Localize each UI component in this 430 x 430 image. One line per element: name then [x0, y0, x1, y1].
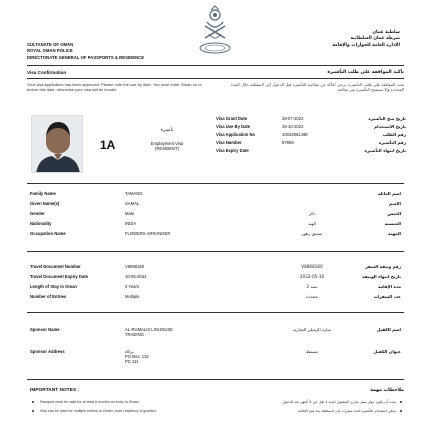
field-row: [27, 284, 404, 294]
sponsor-details: [27, 327, 404, 373]
field-value-ar: 2032-05-10: [299, 274, 325, 279]
field-label-ar: رقم وثيقة السفر: [365, 264, 401, 269]
section-divider: [27, 379, 404, 380]
field-label: Family Name: [30, 191, 56, 196]
title-divider: [27, 78, 404, 79]
date-label-ar: تاريخ انتهاء التأشيرة: [364, 148, 406, 153]
org-directorate-en: DIRECTORATE GENERAL OF PASSPORTS & RESIDENCE: [27, 54, 145, 60]
field-label: Travel Document Number: [30, 264, 81, 269]
org-directorate-ar: الإدارة العامة للجوازات والإقامة: [332, 42, 400, 48]
field-value-ar: متعددة: [306, 294, 318, 299]
field-label: Length of Stay in Oman: [30, 284, 77, 289]
date-label: Visa Number: [216, 140, 242, 145]
note-item-ar: [222, 409, 402, 414]
sponsor-address-label: Sponsor Address: [30, 349, 65, 354]
field-label: Given Name(s): [30, 201, 60, 206]
date-row: [216, 132, 406, 140]
org-english: [27, 42, 144, 61]
date-value: 28-07-2022: [282, 116, 304, 121]
field-value: INDIA: [125, 221, 137, 226]
field-row: [27, 221, 404, 231]
sponsor-address-row: [27, 349, 404, 373]
notes-title-ar: ملاحظات مهمة: [370, 388, 404, 393]
field-row: [27, 211, 404, 221]
org-country-en: SULTANATE OF OMAN: [27, 42, 74, 47]
field-label-ar: اسم العائلة: [377, 191, 401, 196]
date-label-ar: تاريخ منح التأشيرة: [368, 116, 406, 121]
field-value-ar: ذكر: [308, 211, 316, 216]
sponsor-postal-code: PC 111: [125, 359, 139, 364]
field-value-ar: الهند: [308, 221, 316, 226]
field-label-ar: تاريخ انتهاء الوثيقة: [362, 274, 401, 279]
date-row: [216, 124, 406, 132]
field-row: [27, 201, 404, 211]
sponsor-name-row: [27, 327, 404, 349]
visa-type-sub: (RESIDENT): [155, 146, 179, 152]
title-row: [27, 70, 404, 78]
org-police-en: ROYAL OMAN POLICE: [27, 48, 73, 54]
approval-message-en: Your visa application has been approved. Please note the use by date. You must enter Oman on or before this date, otherwise your visa will be invalid.: [27, 82, 202, 93]
date-label-ar: رقم الطلب: [382, 132, 406, 137]
date-value: 97689: [282, 140, 294, 145]
visa-type-ar: تأشيرة: [160, 128, 174, 133]
field-label: Nationality: [30, 221, 52, 226]
date-value: 25-10-2022: [282, 124, 304, 129]
field-value-ar: منسق زهور: [301, 231, 323, 236]
field-value-ar: سنة 2: [306, 284, 318, 289]
field-value: V8868160: [125, 264, 145, 269]
visa-type-en: [132, 141, 202, 152]
section-divider: [27, 183, 404, 184]
date-label: Visa Application No: [216, 132, 256, 137]
sponsor-name-value: AL-RUMALIS LIGHOUSE: [125, 327, 173, 332]
field-value: Multiple: [125, 294, 140, 299]
field-value: 10-05-2032: [125, 274, 147, 279]
note-text-ar: يمكن استخدام التأشيرة لعدة سفرات إلى السلطنة بعد منح الإقامة: [298, 409, 396, 413]
field-value: Male: [125, 211, 135, 216]
bullet-icon: [400, 410, 402, 412]
sponsor-name-value-2: TRADING: [125, 332, 144, 337]
field-label: Number of Entries: [30, 294, 67, 299]
date-label-ar: تاريخ الاستخدام: [374, 124, 406, 129]
sponsor-name-label-ar: اسم الكفيل: [376, 327, 401, 332]
oman-emblem-icon: [197, 4, 233, 56]
field-row: [27, 191, 404, 201]
date-label: Visa Expiry Date: [216, 148, 249, 153]
date-value: 10032961498: [282, 132, 308, 137]
date-label: Visa Use By Date: [216, 124, 251, 129]
field-label: Occupation Name: [30, 231, 66, 236]
applicant-photo: [31, 115, 83, 173]
field-label: Travel Document Expiry Date: [30, 274, 88, 279]
date-label: Visa Grant Date: [216, 116, 248, 121]
sponsor-name-value-ar: منارة الرميلي التجارية: [293, 327, 331, 332]
date-row: [216, 148, 406, 156]
field-row: [27, 294, 404, 304]
org-country-ar: سلطنة عمان: [372, 30, 400, 35]
date-row: [216, 140, 406, 148]
sponsor-name-label: Sponsor Name: [30, 327, 60, 332]
person-photo-icon: [32, 116, 83, 173]
section-divider: [27, 251, 404, 252]
field-label-ar: الجنسية: [384, 221, 401, 226]
field-row: [27, 274, 404, 284]
org-arabic: [332, 30, 400, 49]
note-text-ar: يجب أن يكون جواز سفر ساري المفعول لمدة لا تقل عن 6 أشهر عند الدخول: [282, 400, 396, 404]
field-label-ar: المهنة: [388, 231, 401, 236]
field-label: Gender: [30, 211, 45, 216]
field-label-ar: الاسم: [389, 201, 401, 206]
date-label-ar: رقم التأشيرة: [378, 140, 406, 145]
section-divider: [27, 312, 404, 313]
title-ar: تأكيد الموافقة على طلب التأشيرة: [327, 70, 404, 75]
field-value: TAMANG: [125, 191, 143, 196]
field-value: SAMAL: [125, 201, 140, 206]
note-item-en: [32, 400, 207, 405]
bullet-icon: [32, 410, 34, 412]
field-value-ar: V8868160: [301, 264, 323, 269]
note-item-en: [32, 409, 207, 414]
field-value: 2 Years: [125, 284, 139, 289]
bullet-icon: [32, 401, 34, 403]
sponsor-address-label-ar: عنوان الكفيل: [373, 349, 401, 354]
field-label-ar: مدة الإقامة: [378, 284, 401, 289]
bullet-icon: [400, 401, 402, 403]
field-label-ar: عدد السفرات: [373, 294, 401, 299]
note-text-en: Visa can be used for multiple entries to Oman, once residency is granted.: [40, 409, 157, 413]
document-header: [0, 0, 430, 66]
header-divider: [27, 65, 404, 66]
field-row: [27, 264, 404, 274]
org-police-ar: شرطة عمان السلطانية: [350, 36, 400, 42]
approval-message-ar: تمت الموافقة على طلب التأشيرة، يرجى التأكد من صلاحية التأشيرة قبل الدخول إلى السلطنة خلال المدة المحددة وإلا ستصبح التأشيرة غير صالحة: [230, 82, 404, 93]
note-text-en: Passport must be valid for at least 6 months on entry to Oman.: [40, 400, 140, 404]
notes-title-en: IMPORTANT NOTES :: [30, 388, 79, 393]
personal-details: [27, 191, 404, 241]
field-value: FLOWERS ARRANGER: [125, 231, 171, 236]
sponsor-po-box: PO Box: 132: [125, 354, 149, 359]
visa-type-label: Employment Visa: [150, 141, 184, 146]
date-row: [216, 116, 406, 124]
sponsor-address-ar-line: بركاء: [125, 349, 134, 354]
visa-category-code: 1A: [100, 138, 116, 152]
field-label-ar: الجنس: [387, 211, 401, 216]
sponsor-address-value-ar: مسقط: [305, 349, 319, 354]
visa-dates: [216, 116, 406, 156]
title-en: Visa Confirmation: [27, 70, 67, 75]
field-row: [27, 231, 404, 241]
travel-details: [27, 264, 404, 304]
note-item-ar: [222, 400, 402, 405]
